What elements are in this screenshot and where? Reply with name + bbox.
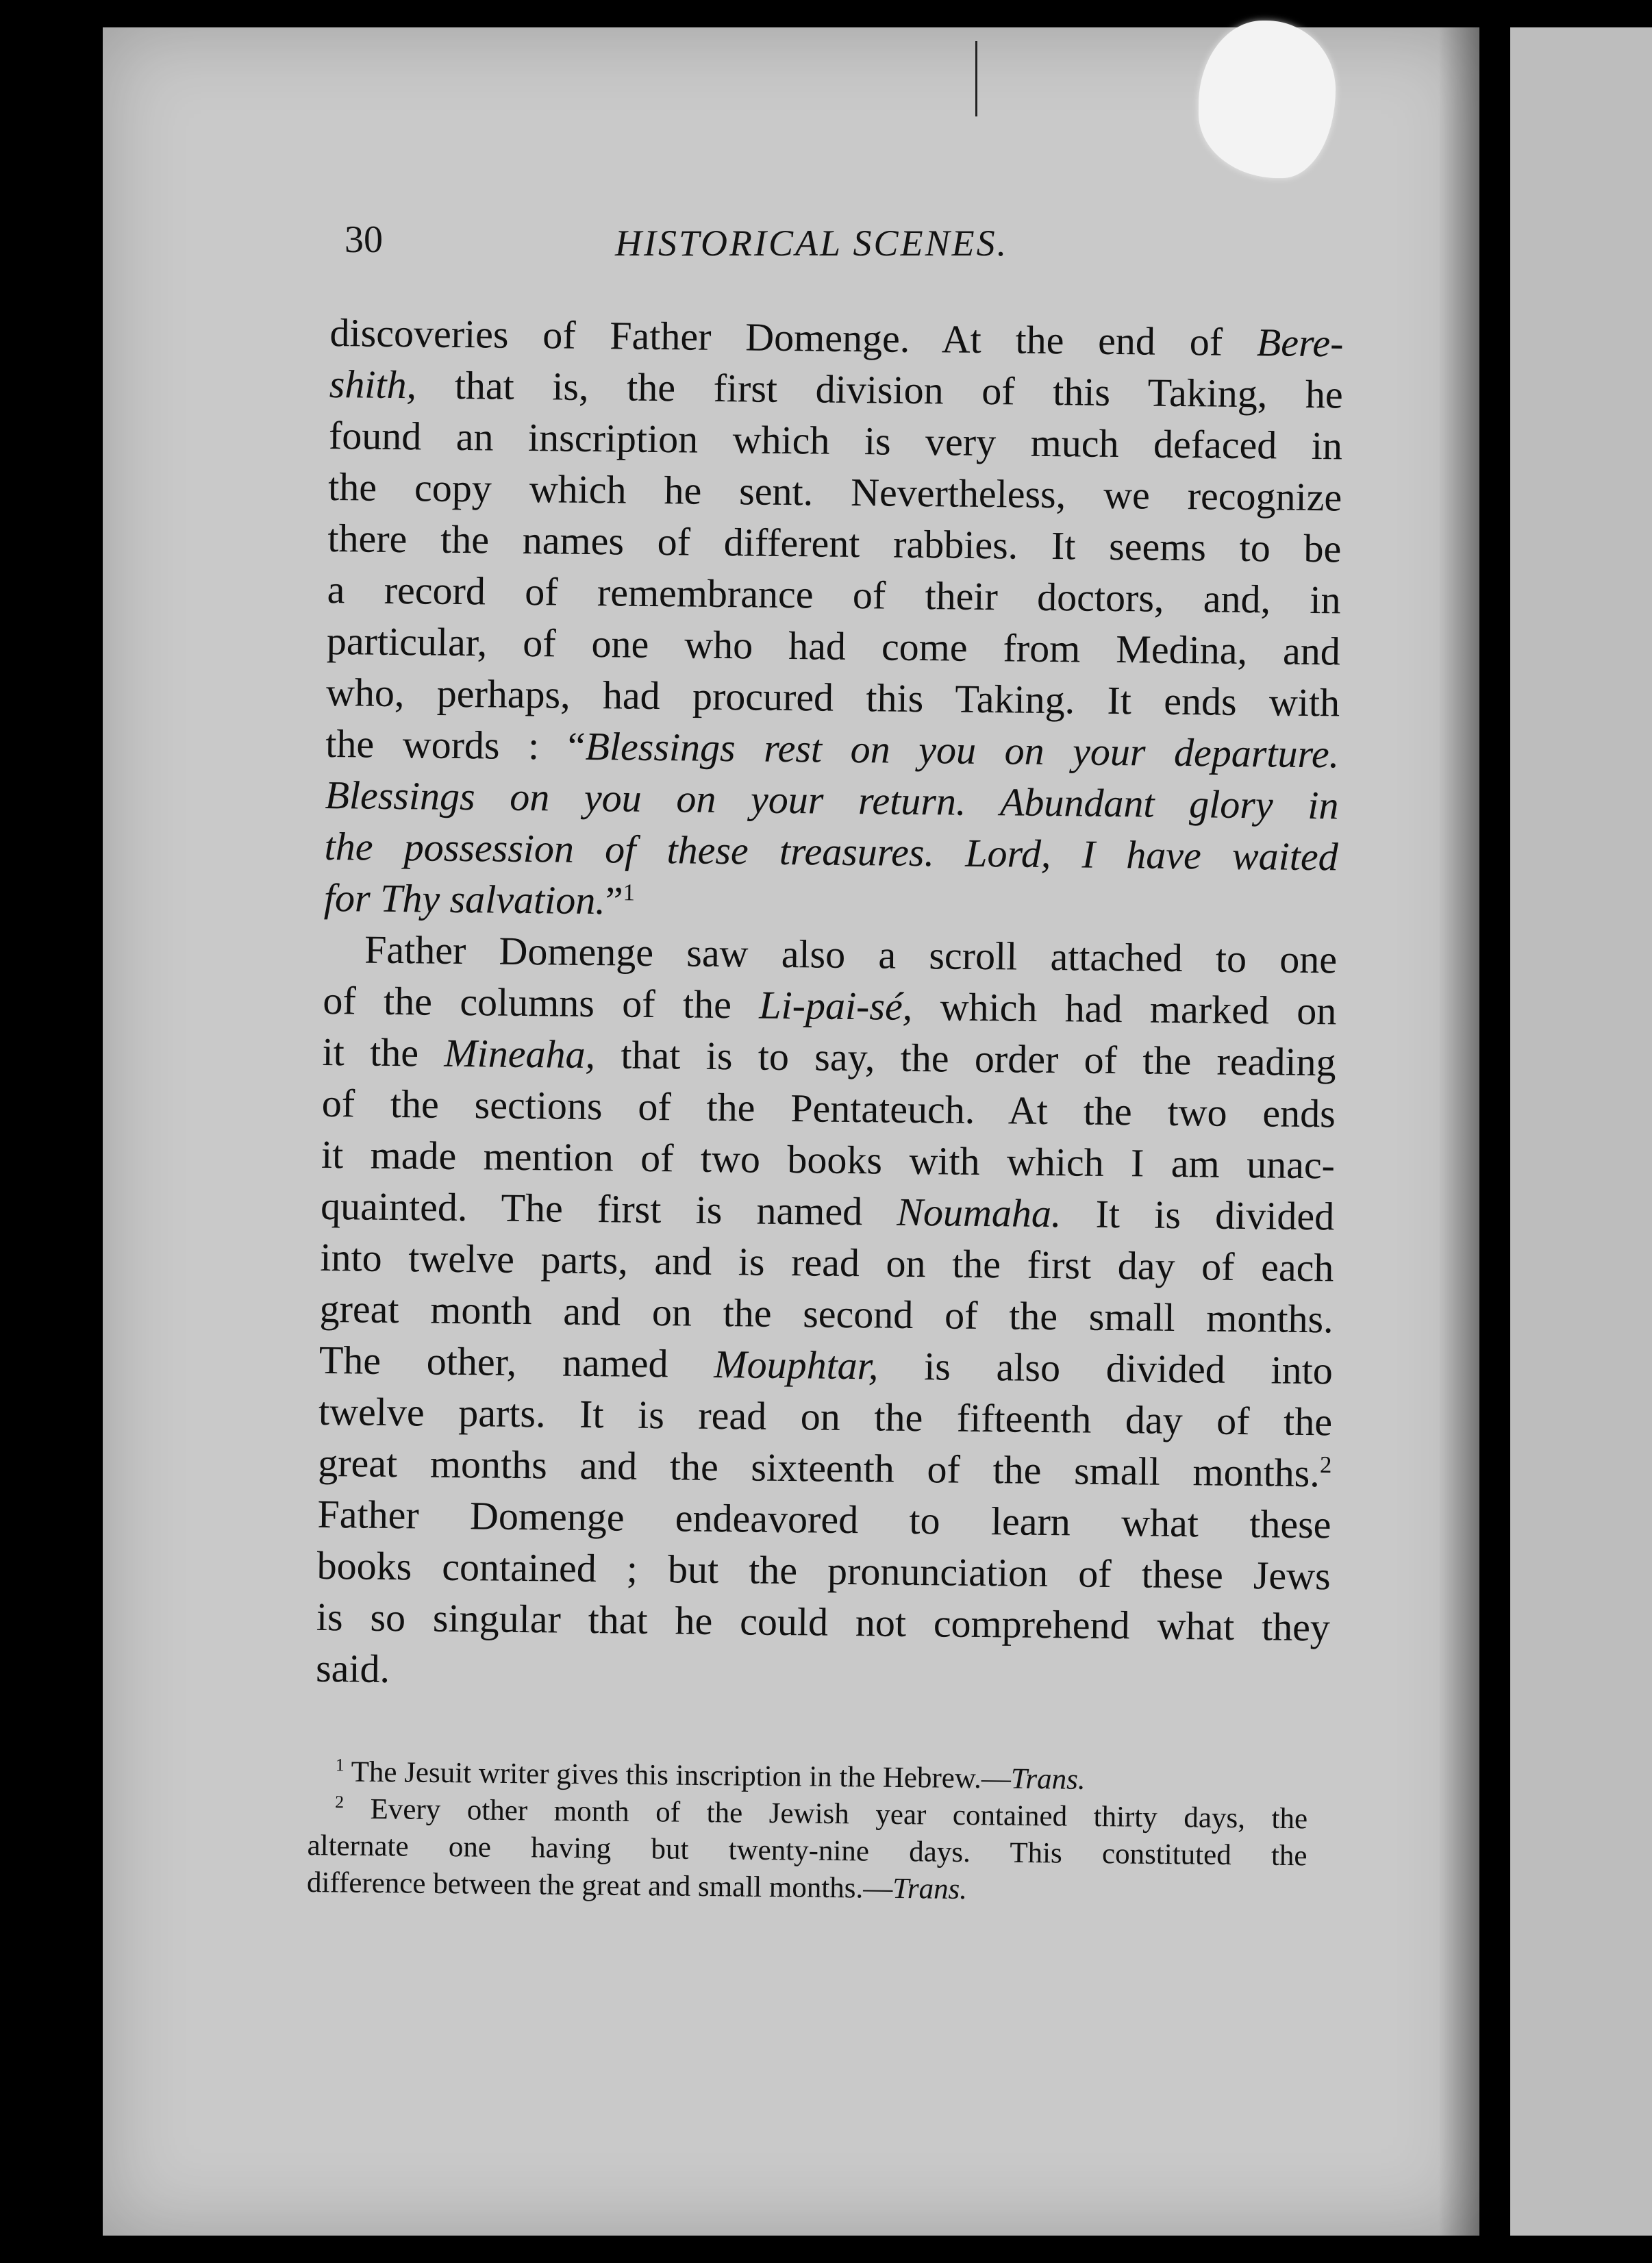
- text-line: it made mention of two books with which I am unac-: [321, 1132, 1336, 1188]
- text-line: particular, of one who had come from Medina, and: [326, 618, 1341, 674]
- footnote-2-line: difference between the great and small months.—Trans.: [306, 1866, 968, 1906]
- page-tear: [1199, 21, 1336, 178]
- text-line: Father Domenge endeavored to learn what these: [317, 1491, 1331, 1547]
- text-line: discoveries of Father Domenge. At the end of Bere-: [329, 310, 1344, 366]
- text-line: Blessings on you on your return. Abundant glory in: [325, 772, 1339, 828]
- footnote-ref: 2: [1319, 1451, 1332, 1479]
- text-line: who, perhaps, had procured this Taking. It ends with: [325, 669, 1340, 725]
- text-line: the possession of these treasures. Lord, I have waited: [324, 823, 1339, 879]
- text-line: great month and on the second of the small months.: [319, 1286, 1334, 1342]
- footnote-1: $^1$ The Jesuit writer gives this inscription in the Hebrew.—Trans.: [335, 1755, 1086, 1796]
- text-line: of the columns of the Li-pai-sé, which had marked on: [323, 977, 1337, 1034]
- page-edge-mark: [975, 41, 977, 116]
- text-line: of the sections of the Pentateuch. At the two ends: [321, 1080, 1336, 1136]
- text-line: The other, named Mouphtar, is also divided into: [318, 1337, 1334, 1393]
- text-line: a record of remembrance of their doctors, and, in: [327, 566, 1341, 623]
- running-head: HISTORICAL SCENES.: [615, 223, 1009, 264]
- facing-page-edge: [1510, 27, 1652, 2236]
- text-line: there the names of different rabbies. It seems to be: [327, 515, 1342, 571]
- footnote-ref: 1: [623, 879, 636, 906]
- footnote-mark: 2: [335, 1792, 345, 1812]
- text-line: shith, that is, the first division of this Taking, he: [329, 361, 1344, 417]
- footnotes: [307, 1753, 1308, 1912]
- text-line: found an inscription which is very much defaced in: [328, 412, 1343, 468]
- text-line: is so singular that he could not comprehend what they: [316, 1594, 1331, 1650]
- text-line: it the Mineaha, that is to say, the order of the reading: [322, 1029, 1336, 1085]
- page-header: [345, 218, 1108, 273]
- text-line: said.: [315, 1645, 390, 1692]
- footnote-mark: 1: [335, 1755, 345, 1775]
- text-line: for Thy salvation.”$^1$: [323, 875, 636, 923]
- text-line: into twelve parts, and is read on the first day of each: [320, 1234, 1334, 1290]
- footnote-2: $^2$ Every other month of the Jewish year contained thirty days, the: [335, 1792, 1308, 1836]
- body-text: [316, 307, 1344, 1714]
- text-line: the words : “Blessings rest on you on your departure.: [325, 721, 1340, 777]
- text-line: Father Domenge saw also a scroll attached to one: [364, 927, 1338, 982]
- text-line: twelve parts. It is read on the fifteenth day of the: [318, 1388, 1333, 1445]
- text-line: the copy which he sent. Nevertheless, we recognize: [327, 464, 1342, 520]
- page-number: 30: [345, 218, 383, 261]
- text-line: books contained ; but the pronunciation of these Jews: [316, 1542, 1331, 1599]
- footnote-2-line: alternate one having but twenty-nine days. This constituted the: [307, 1829, 1307, 1873]
- text-line: great months and the sixteenth of the small months.$^2$: [317, 1440, 1332, 1496]
- text-line: quainted. The first is named Noumaha. It is divided: [320, 1183, 1335, 1239]
